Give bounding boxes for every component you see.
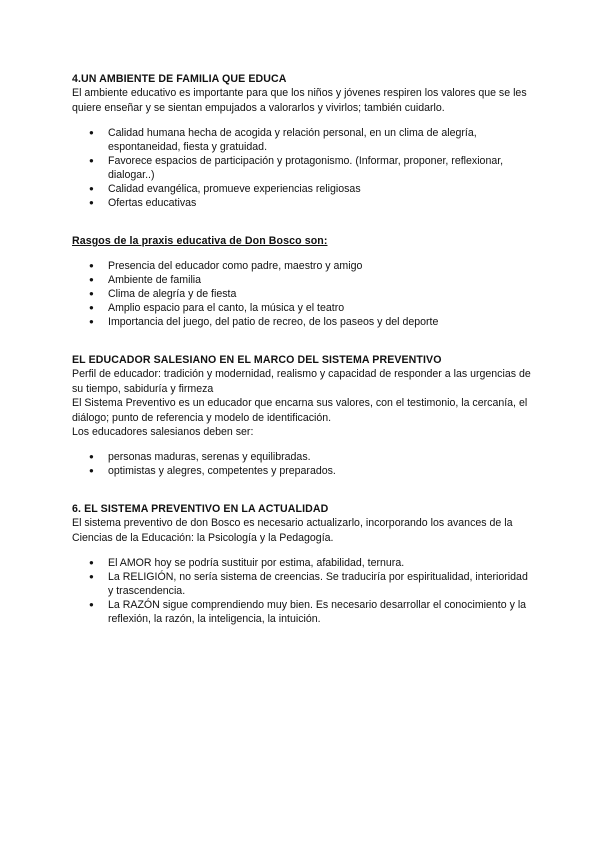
list-item: ● Calidad evangélica, promueve experiencias religiosas [72, 182, 532, 196]
list-item: ● El AMOR hoy se podría sustituir por estima, afabilidad, ternura. [72, 556, 532, 570]
list-item: ● Ambiente de familia [72, 273, 532, 287]
section-4-title: 4.UN AMBIENTE DE FAMILIA QUE EDUCA [72, 73, 287, 85]
list-item: ● Calidad humana hecha de acogida y relación personal, en un clima de alegría, espontaneidad, fiesta y gratuidad. [72, 126, 532, 154]
section-rasgos [72, 234, 532, 329]
educador-deben-ser: Los educadores salesianos deben ser: [72, 426, 254, 438]
list-item: ● Importancia del juego, del patio de recreo, de los paseos y del deporte [72, 315, 532, 329]
educador-sistema: El Sistema Preventivo es un educador que encarna sus valores, con el testimonio, la cercanía, el diálogo; punto de referencia y modelo de identificación. [72, 397, 528, 424]
rasgos-list [72, 259, 532, 329]
section-educador-salesiano [72, 353, 532, 478]
list-item: ● optimistas y alegres, competentes y preparados. [72, 464, 532, 478]
list-item: ● Presencia del educador como padre, maestro y amigo [72, 259, 532, 273]
list-item: ● Amplio espacio para el canto, la música y el teatro [72, 301, 532, 315]
educador-list [72, 450, 532, 478]
list-item: ● La RAZÓN sigue comprendiendo muy bien. Es necesario desarrollar el conocimiento y la reflexión, la razón, la inteligencia, la intuición. [72, 598, 532, 626]
section-6-title: 6. EL SISTEMA PREVENTIVO EN LA ACTUALIDAD [72, 503, 329, 515]
list-item: ● personas maduras, serenas y equilibradas. [72, 450, 532, 464]
educador-perfil: Perfil de educador: tradición y modernidad, realismo y capacidad de responder a las urgencias de su tiempo, sabiduría y firmeza [72, 368, 531, 395]
section-6-list [72, 556, 532, 626]
section-sistema-actualidad [72, 502, 532, 626]
section-4-paragraph: El ambiente educativo es importante para que los niños y jóvenes respiren los valores que se les quiere enseñar y se sientan empujados a valorarlos y vivirlos; también cuidarlo. [72, 87, 527, 114]
list-item: ● Clima de alegría y de fiesta [72, 287, 532, 301]
section-6-paragraph: El sistema preventivo de don Bosco es necesario actualizarlo, incorporando los avances de la Ciencias de la Educación: la Psicología y la Pedagogía. [72, 517, 513, 544]
list-item: ● Favorece espacios de participación y protagonismo. (Informar, proponer, reflexionar, dialogar..) [72, 154, 532, 182]
section-4-list [72, 126, 532, 210]
section-ambiente-familia [72, 72, 532, 210]
list-item: ● Ofertas educativas [72, 196, 532, 210]
rasgos-title: Rasgos de la praxis educativa de Don Bosco son: [72, 235, 328, 247]
list-item: ● La RELIGIÓN, no sería sistema de creencias. Se traduciría por espiritualidad, interioridad y trascendencia. [72, 570, 532, 598]
educador-title: EL EDUCADOR SALESIANO EN EL MARCO DEL SISTEMA PREVENTIVO [72, 354, 442, 366]
